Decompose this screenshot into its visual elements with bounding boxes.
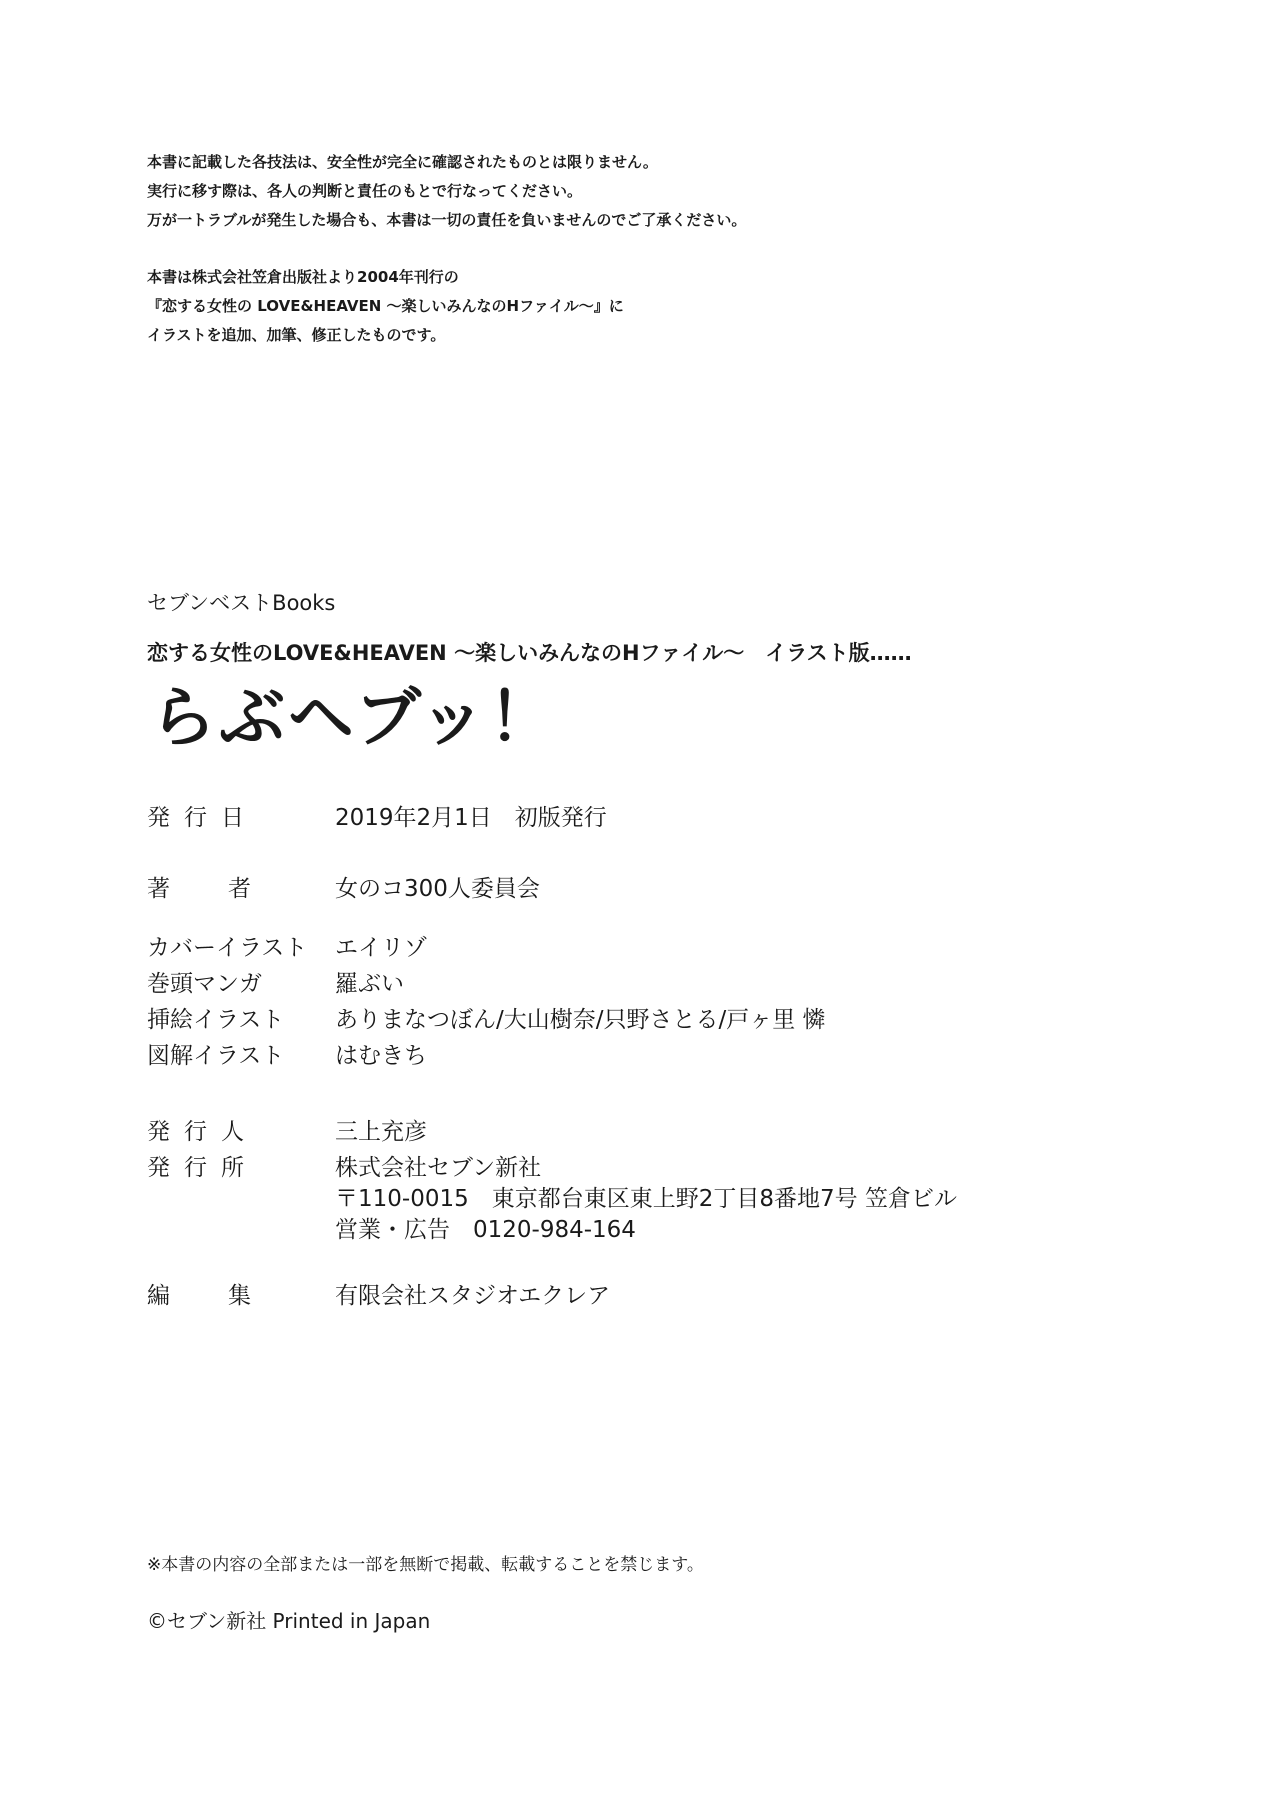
notice-line: 万が一トラブルが発生した場合も、本書は一切の責任を負いませんのでご了承ください。 [147,211,747,229]
origin-line: 本書は株式会社笠倉出版社より2004年刊行の [147,268,459,286]
diagram-illust-label: 図解イラスト [147,1043,285,1069]
cover-illust-label: カバーイラスト [147,935,308,961]
editor-value: 有限会社スタジオエクレア [335,1283,611,1309]
publisher-name: 株式会社セブン新社 [335,1155,542,1181]
issue-date-value: 2019年2月1日 初版発行 [335,805,607,831]
editor-label: 編集 [147,1283,309,1309]
opening-manga-value: 羅ぶい [335,971,404,997]
author-value: 女のコ300人委員会 [335,876,540,902]
origin-line: イラストを追加、加筆、修正したものです。 [147,326,446,344]
illustrations-value: ありまなつぼん/大山樹奈/只野さとる/戸ヶ里 憐 [335,1007,826,1033]
publisher-label: 発行所 [147,1155,258,1181]
publisher-phone: 営業・広告 0120-984-164 [335,1217,636,1243]
publisher-person-value: 三上充彦 [335,1119,427,1145]
origin-line: 『恋する女性の LOVE&HEAVEN ～楽しいみんなのHファイル～』に [147,297,624,315]
issue-date-label: 発行日 [147,805,258,831]
publisher-address: 〒110-0015 東京都台東区東上野2丁目8番地7号 笠倉ビル [335,1186,957,1212]
notice-line: 本書に記載した各技法は、安全性が完全に確認されたものとは限りません。 [147,153,658,171]
book-subtitle: 恋する女性のLOVE&HEAVEN ～楽しいみんなのHファイル～ イラスト版…… [147,641,912,665]
origin-notice [147,263,624,350]
reproduction-notice: ※本書の内容の全部または一部を無断で掲載、転載することを禁じます。 [147,1555,704,1575]
disclaimer-notice [147,148,746,235]
diagram-illust-value: はむきち [335,1043,427,1069]
copyright: ©セブン新社 Printed in Japan [147,1609,431,1633]
author-label: 著者 [147,876,309,902]
book-title: らぶヘブッ！ [150,679,558,756]
opening-manga-label: 巻頭マンガ [147,971,262,997]
cover-illust-value: エイリゾ [335,935,427,961]
notice-line: 実行に移す際は、各人の判断と責任のもとで行なってください。 [147,182,583,200]
series-name: セブンベストBooks [147,591,336,615]
publisher-person-label: 発行人 [147,1119,258,1145]
illustrations-label: 挿絵イラスト [147,1007,285,1033]
